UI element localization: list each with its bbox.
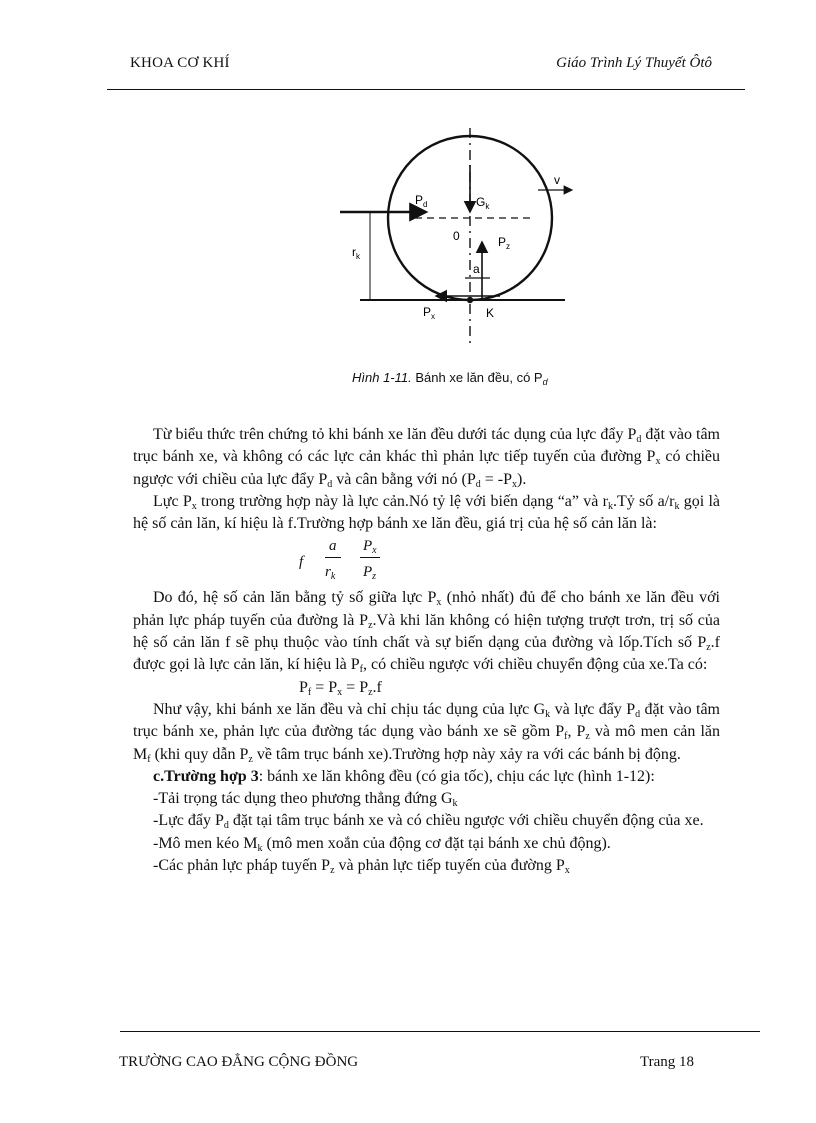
header-rule bbox=[107, 89, 745, 90]
label-px: $P_x$ bbox=[423, 305, 436, 321]
label-v: v bbox=[554, 173, 560, 187]
bullet-3: -Mô men kéo $M_k$ (mô men xoắn của động cơ đặt tại bánh xe chủ động). bbox=[153, 834, 611, 854]
label-rk: $r_k$ bbox=[352, 245, 360, 261]
paragraph-1: Từ biểu thức trên chứng tỏ khi bánh xe lăn đều dưới tác dụng của lực đẩy $P_d$ đặt vào tâm trục bánh xe, và không có các lực cản khác thì phản lực tiếp tuyến của đường $P_x$ có chiều ngược với chiều của lực đẩy $P_d$ và cân bằng với nó $(P_d = -P_x)$. bbox=[133, 426, 721, 490]
page-number: Trang 18 bbox=[640, 1054, 695, 1070]
label-pz: $P_z$ bbox=[498, 235, 511, 251]
paragraph-3: Do đó, hệ số cản lăn bằng tỷ số giữa lực $P_x$ (nhỏ nhất) đủ để cho bánh xe lăn đều với phản lực pháp tuyến của đường là $P_z.Và$ khi lăn không có hiện tượng trượt trơn, trị số của hệ số cản lăn f sẽ phụ thuộc vào tính chất và sự biến dạng của đường và lốp.Tích số $P_z.f$ được gọi là lực cản lăn, kí hiệu là $P_f$, có chiều ngược với chiều chuyển động của xe.Ta có: bbox=[133, 589, 721, 676]
label-o: 0 bbox=[453, 229, 460, 243]
formula-rolling-coefficient: f a $r_k$ $P_x$ $P_z$ bbox=[133, 535, 720, 587]
contact-point bbox=[467, 297, 473, 303]
equation-pf: $P_f = P_x = P_z.f$ bbox=[299, 678, 382, 698]
label-k: K bbox=[486, 306, 495, 320]
body-text bbox=[133, 424, 720, 877]
label-a: a bbox=[473, 262, 480, 276]
footer-left: TRƯỜNG CAO ĐẲNG CỘNG ĐỒNG bbox=[119, 1054, 359, 1070]
paragraph-4: Như vậy, khi bánh xe lăn đều và chỉ chịu tác dụng của lực $G_k$ và lực đẩy $P_d$ đặt vào tâm trục bánh xe, phản lực của đường tác dụng vào bánh xe sẽ gồm $P_f$, $P_z$ và mô men cản lăn $M_f$ (khi quy dẫn $P_z$ về tâm trục bánh xe).Trường hợp này xảy ra với các bánh bị động. bbox=[133, 700, 720, 765]
header-right: Giáo Trình Lý Thuyết Ôtô bbox=[556, 55, 712, 71]
paragraph-2: Lực $P_x$ trong trường hợp này là lực cản.Nó tỷ lệ với biến dạng “a” và $r_k.Tỷ$ số $a/r_k$ gọi là hệ số cản lăn, kí hiệu là f.Trường hợp bánh xe lăn đều, giá trị của hệ số cản lăn là: bbox=[133, 492, 720, 533]
footer-rule bbox=[120, 1031, 760, 1032]
paragraph-5: c.Trường hợp 3: bánh xe lăn không đều (có gia tốc), chịu các lực (hình 1-12): bbox=[153, 767, 655, 785]
bullet-1: -Tải trọng tác dụng theo phương thẳng đứng $G_k$ bbox=[153, 790, 458, 810]
label-pd: $P_d$ bbox=[415, 193, 428, 209]
bullet-4: -Các phản lực pháp tuyến $P_z$ và phản lực tiếp tuyến của đường $P_x$ bbox=[153, 857, 570, 877]
header-left: KHOA CƠ KHÍ bbox=[130, 55, 230, 71]
wheel-figure bbox=[340, 120, 590, 400]
label-gk: $G_k$ bbox=[476, 195, 490, 211]
figure-caption: Hình 1-11. Bánh xe lăn đều, có $P_d$ bbox=[352, 370, 548, 387]
bullet-2: -Lực đẩy $P_d$ đặt tại tâm trục bánh xe và có chiều ngược với chiều chuyển động của xe. bbox=[153, 812, 704, 832]
